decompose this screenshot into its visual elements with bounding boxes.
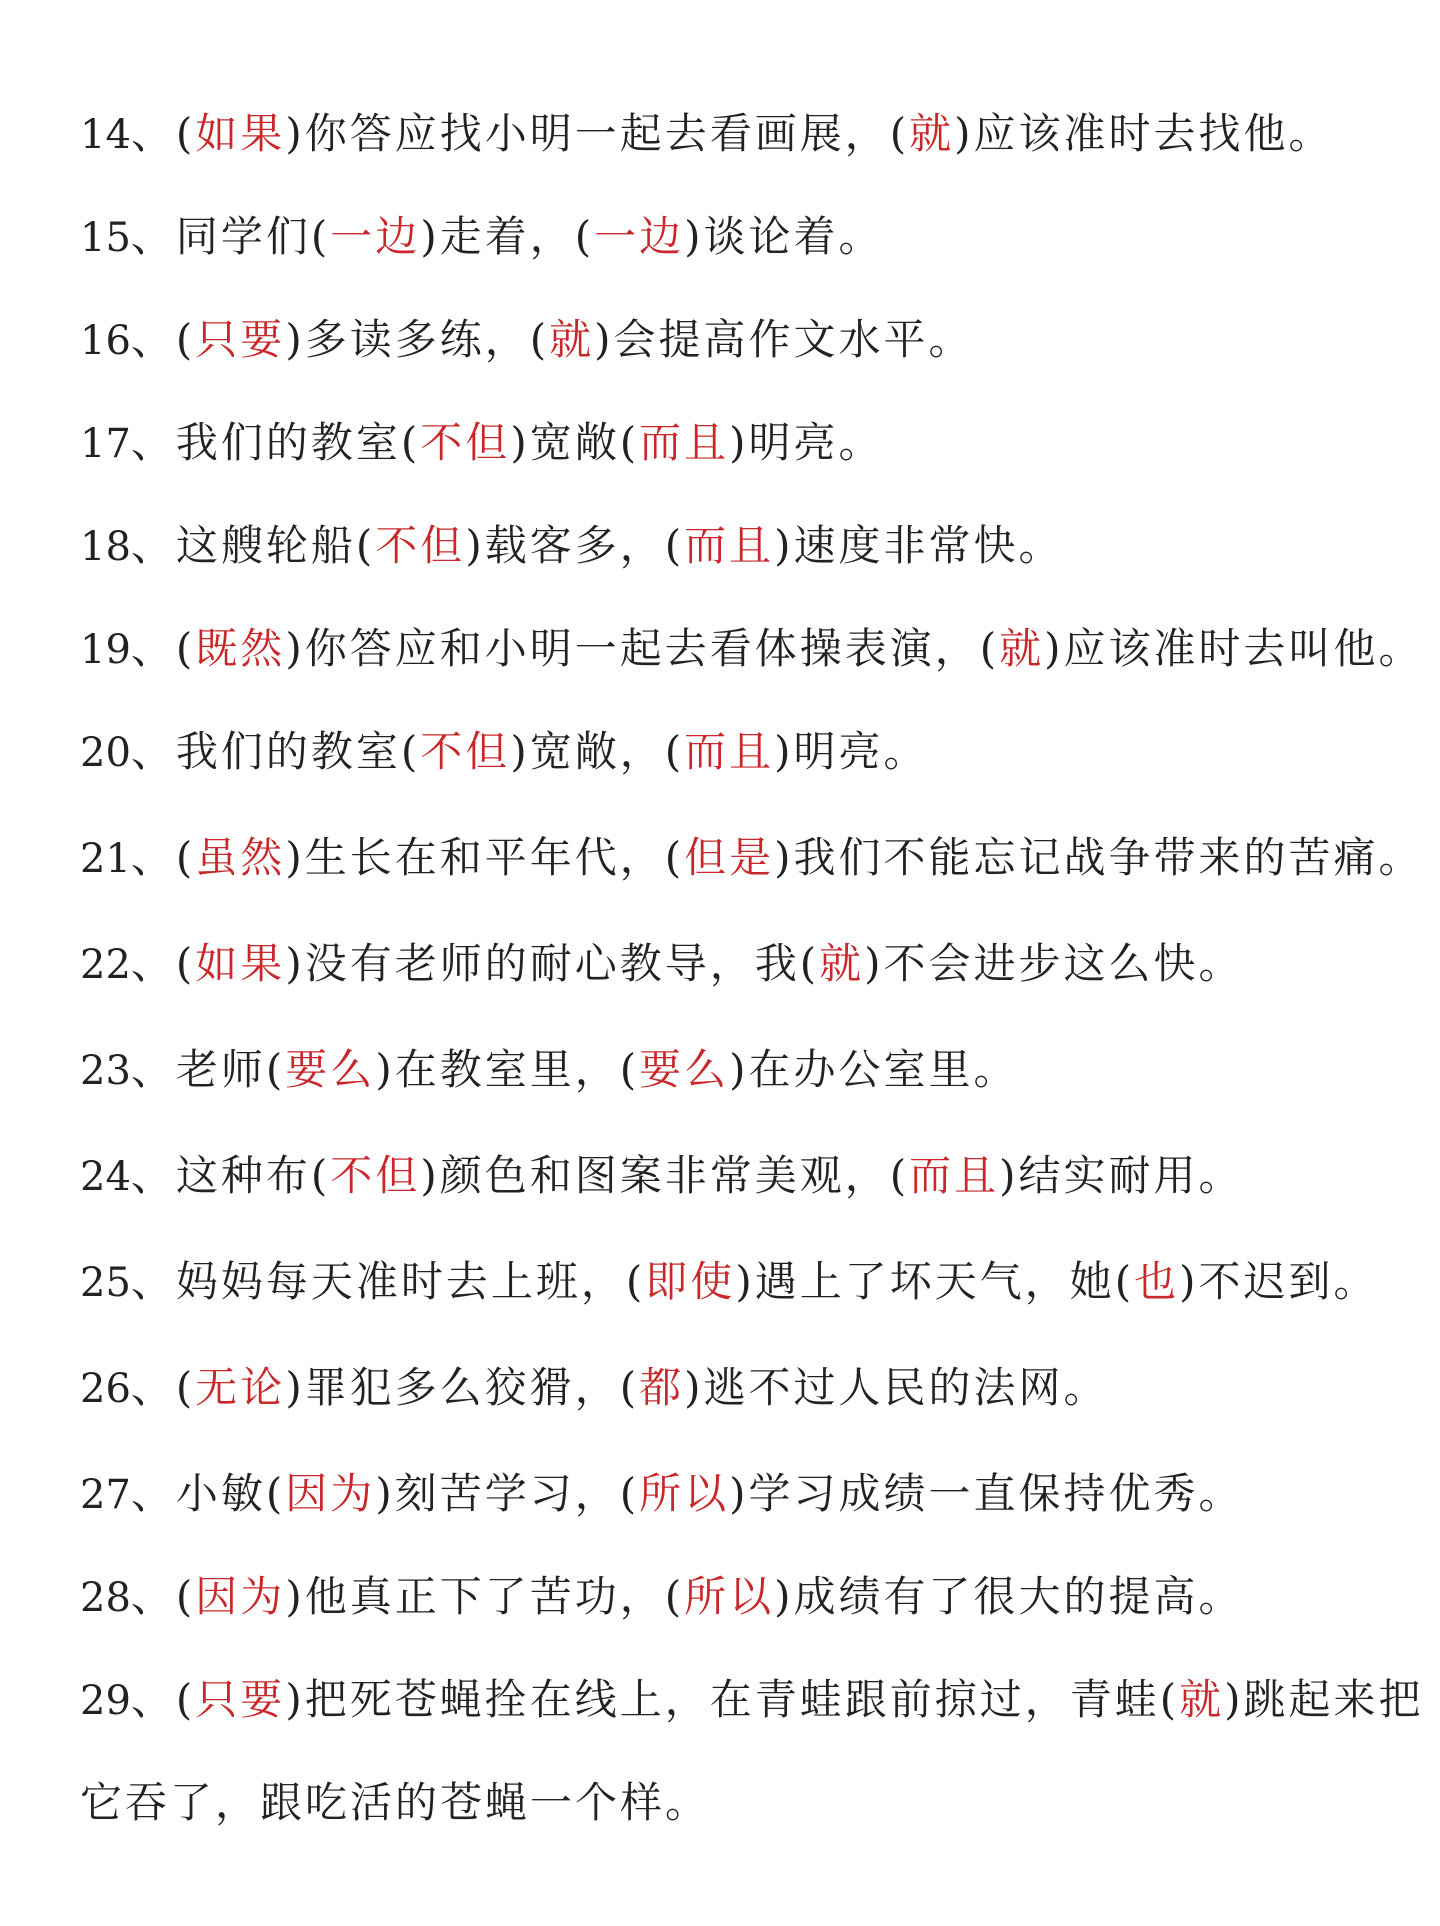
sentence-text: 、( <box>130 1363 196 1412</box>
sentence-text: 、( <box>130 315 196 364</box>
sentence-text: )没有老师的耐心教导，我( <box>285 939 820 988</box>
sentence-text: )逃不过人民的法网。 <box>684 1363 1109 1412</box>
sentence-28 <box>80 1567 1400 1628</box>
sentence-25 <box>80 1252 1400 1313</box>
sentence-17 <box>80 413 1400 474</box>
sentence-20 <box>80 722 1400 783</box>
answer-word: 就 <box>549 315 595 364</box>
sentence-29 <box>80 1670 1424 1731</box>
answer-word: 不但 <box>420 727 511 776</box>
sentence-number: 24 <box>80 1154 131 1200</box>
sentence-number: 26 <box>80 1366 131 1412</box>
sentence-text: )我们不能忘记战争带来的苦痛。 <box>774 833 1424 882</box>
answer-word: 都 <box>639 1363 685 1412</box>
sentence-text: )颜色和图案非常美观，( <box>420 1151 910 1200</box>
sentence-number: 19 <box>80 627 131 673</box>
answer-word: 既然 <box>195 624 286 673</box>
sentence-text: 、( <box>130 1675 196 1724</box>
sentence-text: )在教室里，( <box>375 1045 640 1094</box>
sentence-text: )学习成绩一直保持优秀。 <box>729 1469 1244 1518</box>
sentence-text: 它吞了，跟吃活的苍蝇一个样。 <box>80 1778 711 1827</box>
sentence-number: 28 <box>80 1575 131 1621</box>
answer-word: 不但 <box>420 418 511 467</box>
answer-word: 如果 <box>195 939 286 988</box>
sentence-15 <box>80 207 1400 268</box>
sentence-23 <box>80 1040 1400 1101</box>
answer-word: 无论 <box>195 1363 286 1412</box>
answer-word: 而且 <box>639 418 730 467</box>
sentence-text: 、小敏( <box>130 1469 286 1518</box>
sentence-text: )他真正下了苦功，( <box>285 1572 685 1621</box>
sentence-text: )你答应和小明一起去看体操表演，( <box>285 624 1000 673</box>
sentence-text: )你答应找小明一起去看画展，( <box>285 109 910 158</box>
sentence-14 <box>80 104 1400 165</box>
sentence-22 <box>80 934 1400 995</box>
sentence-number: 22 <box>80 942 131 988</box>
answer-word: 不但 <box>330 1151 421 1200</box>
sentence-text: )遇上了坏天气，她( <box>735 1257 1135 1306</box>
sentence-18 <box>80 516 1400 577</box>
sentence-text: 、我们的教室( <box>130 727 421 776</box>
sentence-text: 、( <box>130 833 196 882</box>
answer-word: 要么 <box>639 1045 730 1094</box>
sentence-text: )结实耐用。 <box>999 1151 1244 1200</box>
sentence-number: 29 <box>80 1678 131 1724</box>
sentence-number: 25 <box>80 1260 131 1306</box>
sentence-text: )走着，( <box>420 212 595 261</box>
sentence-text: )罪犯多么狡猾，( <box>285 1363 640 1412</box>
sentence-number: 18 <box>80 524 131 570</box>
answer-word: 所以 <box>639 1469 730 1518</box>
sentence-text: )跳起来把 <box>1224 1675 1424 1724</box>
answer-word: 所以 <box>684 1572 775 1621</box>
sentence-text: )不会进步这么快。 <box>864 939 1244 988</box>
answer-word: 而且 <box>684 521 775 570</box>
answer-word: 一边 <box>330 212 421 261</box>
sentence-continuation <box>80 1773 1400 1833</box>
answer-word: 因为 <box>285 1469 376 1518</box>
answer-word: 只要 <box>195 315 286 364</box>
sentence-text: )明亮。 <box>774 727 929 776</box>
answer-word: 一边 <box>594 212 685 261</box>
sentence-text: )应该准时去叫他。 <box>1044 624 1424 673</box>
sentence-text: 、( <box>130 624 196 673</box>
sentence-26 <box>80 1358 1400 1419</box>
sentence-number: 15 <box>80 215 131 261</box>
sentence-text: )宽敞( <box>510 418 640 467</box>
sentence-text: 、妈妈每天准时去上班，( <box>130 1257 646 1306</box>
sentence-text: )生长在和平年代，( <box>285 833 685 882</box>
sentence-text: )宽敞，( <box>510 727 685 776</box>
sentence-number: 21 <box>80 836 131 882</box>
sentence-number: 17 <box>80 421 131 467</box>
answer-word: 就 <box>1179 1675 1225 1724</box>
sentence-text: )明亮。 <box>729 418 884 467</box>
sentence-text: 、这种布( <box>130 1151 331 1200</box>
answer-word: 而且 <box>909 1151 1000 1200</box>
answer-word: 即使 <box>645 1257 736 1306</box>
answer-word: 虽然 <box>195 833 286 882</box>
sentence-text: )在办公室里。 <box>729 1045 1019 1094</box>
sentence-text: 、( <box>130 939 196 988</box>
sentence-text: )不迟到。 <box>1179 1257 1379 1306</box>
sentence-text: )应该准时去找他。 <box>954 109 1334 158</box>
answer-word: 但是 <box>684 833 775 882</box>
answer-word: 要么 <box>285 1045 376 1094</box>
sentence-text: )成绩有了很大的提高。 <box>774 1572 1244 1621</box>
answer-word: 而且 <box>684 727 775 776</box>
answer-word: 不但 <box>375 521 466 570</box>
answer-word: 如果 <box>195 109 286 158</box>
sentence-text: )载客多，( <box>465 521 685 570</box>
sentence-16 <box>80 310 1400 371</box>
sentence-text: 、( <box>130 109 196 158</box>
answer-word: 只要 <box>195 1675 286 1724</box>
sentence-text: )刻苦学习，( <box>375 1469 640 1518</box>
sentence-number: 20 <box>80 730 131 776</box>
sentence-number: 16 <box>80 318 131 364</box>
answer-word: 就 <box>909 109 955 158</box>
sentence-text: 、同学们( <box>130 212 331 261</box>
answer-word: 就 <box>819 939 865 988</box>
sentence-text: 、我们的教室( <box>130 418 421 467</box>
sentence-text: )速度非常快。 <box>774 521 1064 570</box>
sentence-number: 23 <box>80 1048 131 1094</box>
sentence-text: 、老师( <box>130 1045 286 1094</box>
sentence-text: )把死苍蝇拴在线上，在青蛙跟前掠过，青蛙( <box>285 1675 1180 1724</box>
sentence-21 <box>80 828 1424 889</box>
sentence-text: )会提高作文水平。 <box>594 315 974 364</box>
sentence-text: )多读多练，( <box>285 315 550 364</box>
sentence-number: 27 <box>80 1472 131 1518</box>
answer-word: 因为 <box>195 1572 286 1621</box>
answer-word: 也 <box>1134 1257 1180 1306</box>
sentence-number: 14 <box>80 112 131 158</box>
answer-word: 就 <box>999 624 1045 673</box>
sentence-text: 、这艘轮船( <box>130 521 376 570</box>
sentence-19 <box>80 619 1424 680</box>
sentence-27 <box>80 1464 1400 1525</box>
sentence-text: 、( <box>130 1572 196 1621</box>
sentence-text: )谈论着。 <box>684 212 884 261</box>
sentence-24 <box>80 1146 1400 1207</box>
